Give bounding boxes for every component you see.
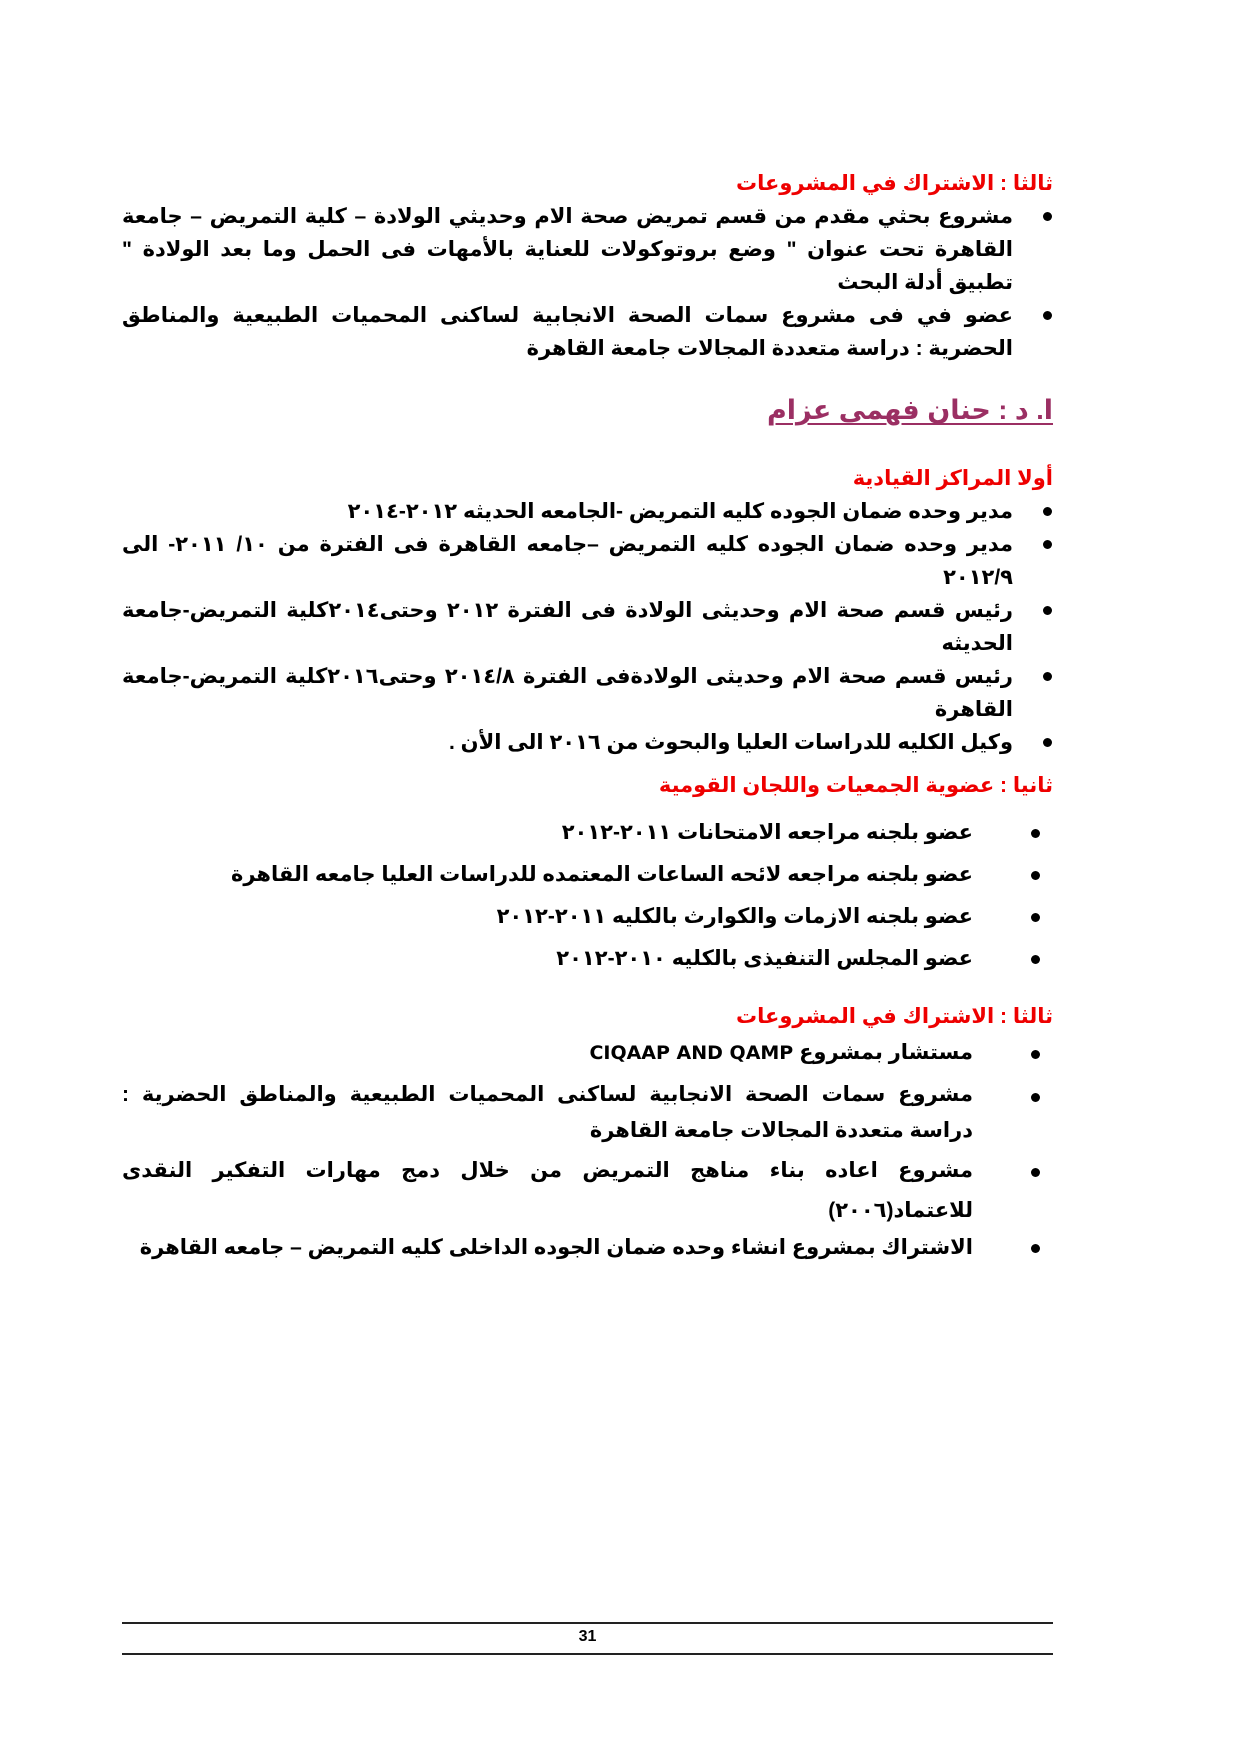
section-heading: ثالثا : الاشتراك في المشروعات bbox=[736, 1005, 1053, 1028]
bullet-icon bbox=[1031, 829, 1040, 838]
list-item-text: مدير وحده ضمان الجوده كليه التمريض –جامعه القاهرة فى الفترة من ١٠/ ٢٠١١- الى ٢٠١٢/٩ bbox=[122, 533, 1013, 589]
section-heading: ثالثا : الاشتراك في المشروعات bbox=[736, 172, 1053, 195]
list-item-text: عضو بلجنه مراجعه لائحه الساعات المعتمده للدراسات العليا جامعه القاهرة bbox=[230, 863, 973, 886]
list-item bbox=[122, 896, 1053, 938]
list-item bbox=[122, 299, 1053, 365]
list-item bbox=[122, 938, 1053, 980]
section-heading: ثانيا : عضوية الجمعيات واللجان القومية bbox=[658, 774, 1053, 797]
bullet-icon bbox=[1031, 913, 1040, 922]
project-code: CIQAAP AND QAMP bbox=[589, 1042, 794, 1064]
list-item bbox=[122, 594, 1053, 660]
list-item-text: عضو بلجنه الازمات والكوارث بالكليه ٢٠١١-٢٠١٢ bbox=[496, 905, 973, 928]
section-projects-2 bbox=[122, 1003, 1053, 1265]
list-item bbox=[122, 1231, 1053, 1265]
bullet-icon bbox=[1043, 212, 1052, 221]
bullet-icon bbox=[1043, 606, 1052, 615]
bullet-icon bbox=[1031, 1168, 1040, 1177]
list-item bbox=[122, 1033, 1053, 1073]
list-item-text: مشروع بحثي مقدم من قسم تمريض صحة الام وحديثي الولادة – كلية التمريض – جامعة القاهرة تحت عنوان " وضع بروتوكولات للعناية بالأمهات فى الحمل وما بعد الولادة " تطبيق أدلة البحث bbox=[122, 205, 1013, 294]
bullet-icon bbox=[1043, 738, 1052, 747]
bullet-icon bbox=[1031, 1244, 1040, 1253]
list-item bbox=[122, 1073, 1053, 1151]
leadership-list bbox=[122, 495, 1053, 759]
list-item bbox=[122, 1151, 1053, 1231]
list-item-text: مشروع سمات الصحة الانجابية لساكنى المحميات الطبيعية والمناطق الحضرية : دراسة متعددة المجالات جامعة القاهرة bbox=[122, 1083, 973, 1142]
footer-bottom-rule bbox=[122, 1653, 1053, 1655]
list-item-text: وكيل الكليه للدراسات العليا والبحوث من ٢٠١٦ الى الأن . bbox=[449, 731, 1013, 754]
section-memberships bbox=[122, 772, 1053, 980]
list-item-text: عضو المجلس التنفيذى بالكليه ٢٠١٠-٢٠١٢ bbox=[556, 947, 973, 970]
list-item-text: عضو بلجنه مراجعه الامتحانات ٢٠١١-٢٠١٢ bbox=[561, 821, 973, 844]
list-item-text: رئيس قسم صحة الام وحديثى الولادةفى الفترة ٢٠١٤/٨ وحتى٢٠١٦كلية التمريض-جامعة القاهرة bbox=[122, 665, 1014, 721]
list-item bbox=[122, 200, 1053, 299]
list-item bbox=[122, 726, 1053, 759]
list-item bbox=[122, 528, 1053, 594]
list-item-text: مدير وحده ضمان الجوده كليه التمريض -الجامعه الحديثه ٢٠١٢-٢٠١٤ bbox=[347, 500, 1013, 523]
list-item bbox=[122, 812, 1053, 854]
footer-top-rule bbox=[122, 1622, 1053, 1624]
list-item bbox=[122, 854, 1053, 896]
list-item-text: رئيس قسم صحة الام وحديثى الولادة فى الفترة ٢٠١٢ وحتى٢٠١٤كلية التمريض-جامعة الحديثه bbox=[122, 599, 1013, 655]
memberships-list bbox=[122, 812, 1053, 980]
list-item-text: الاشتراك بمشروع انشاء وحده ضمان الجوده الداخلى كليه التمريض – جامعه القاهرة bbox=[139, 1236, 973, 1259]
person-block bbox=[122, 393, 1053, 427]
person-name: ا. د : حنان فهمى عزام bbox=[767, 395, 1053, 425]
bullet-icon bbox=[1043, 311, 1052, 320]
list-item-text: عضو في فى مشروع سمات الصحة الانجابية لساكنى المحميات الطبيعية والمناطق الحضرية : دراسة متعددة المجالات جامعة القاهرة bbox=[122, 304, 1013, 360]
section-heading: أولا المراكز القيادية bbox=[852, 467, 1053, 490]
bullet-icon bbox=[1043, 672, 1052, 681]
projects-list bbox=[122, 200, 1053, 365]
bullet-icon bbox=[1031, 871, 1040, 880]
page-number: 31 bbox=[578, 1628, 597, 1645]
bullet-icon bbox=[1043, 540, 1052, 549]
list-item bbox=[122, 495, 1053, 528]
list-item-text: مشروع اعاده بناء مناهج التمريض من خلال دمج مهارات التفكير النقدى للاعتماد(٢٠٠٦) bbox=[122, 1159, 973, 1222]
bullet-icon bbox=[1031, 955, 1040, 964]
section-projects-1 bbox=[122, 170, 1053, 365]
list-item bbox=[122, 660, 1053, 726]
bullet-icon bbox=[1043, 507, 1052, 516]
list-item-text: مستشار بمشروع bbox=[799, 1041, 973, 1064]
bullet-icon bbox=[1031, 1050, 1040, 1059]
bullet-icon bbox=[1031, 1093, 1040, 1102]
section-leadership bbox=[122, 465, 1053, 759]
projects-list bbox=[122, 1033, 1053, 1265]
document-page bbox=[122, 0, 1053, 1754]
